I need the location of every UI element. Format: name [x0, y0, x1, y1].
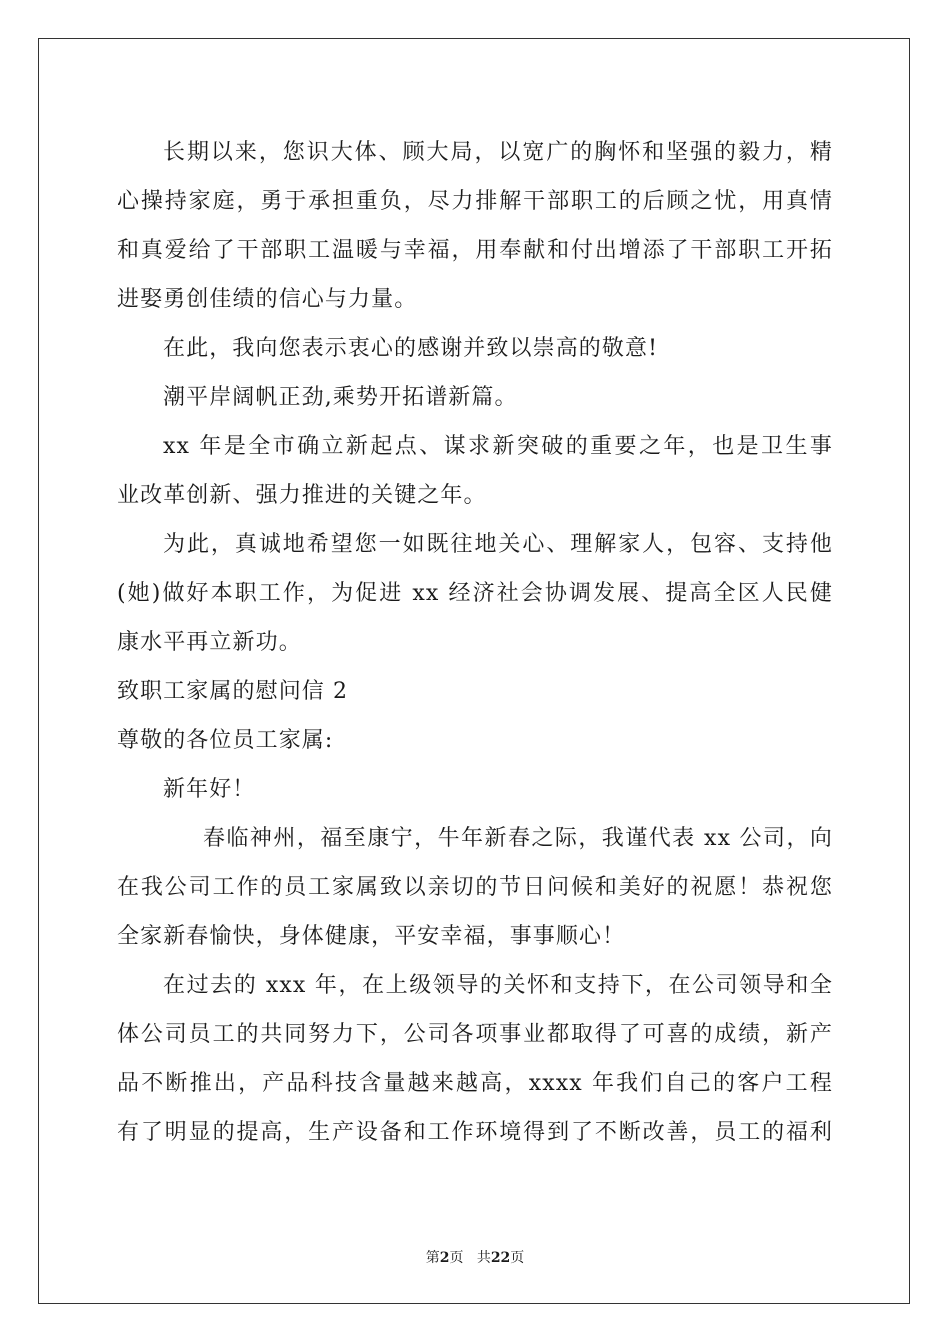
paragraph-line: 体公司员工的共同努力下，公司各项事业都取得了可喜的成绩，新产: [117, 1022, 833, 1047]
paragraph-line: (她)做好本职工作，为促进 xx 经济社会协调发展、提高全区人民健: [117, 581, 833, 606]
paragraph-line: 为此，真诚地希望您一如既往地关心、理解家人，包容、支持他: [163, 532, 833, 557]
footer-total-unit: 页: [510, 1250, 525, 1266]
paragraph-line: 进娶勇创佳绩的信心与力量。: [117, 287, 418, 312]
paragraph-line: 潮平岸阔帆正劲,乘势开拓谱新篇。: [163, 385, 518, 410]
greeting: 新年好！: [163, 777, 256, 802]
total-pages-number: 22: [490, 1250, 511, 1266]
section-title: 致职工家属的慰问信 2: [117, 679, 349, 704]
paragraph-line: 在此，我向您表示衷心的感谢并致以崇高的敬意!: [163, 336, 659, 361]
paragraph-line: 心操持家庭，勇于承担重负，尽力排解干部职工的后顾之忧，用真情: [117, 189, 833, 214]
paragraph-line: 长期以来，您识大体、顾大局，以宽广的胸怀和坚强的毅力，精: [163, 140, 833, 165]
document-body: [117, 128, 833, 1157]
paragraph-line: 有了明显的提高，生产设备和工作环境得到了不断改善，员工的福利: [117, 1120, 833, 1145]
current-page-number: 2: [439, 1250, 450, 1266]
paragraph-line: 全家新春愉快，身体健康，平安幸福，事事顺心！: [117, 924, 626, 949]
footer-total-prefix: 共: [476, 1250, 491, 1266]
paragraph-line: 春临神州，福至康宁，牛年新春之际，我谨代表 xx 公司，向: [203, 826, 833, 851]
paragraph-line: 业改革创新、强力推进的关键之年。: [117, 483, 487, 508]
paragraph-line: 在过去的 xxx 年，在上级领导的关怀和支持下，在公司领导和全: [163, 973, 833, 998]
footer-prefix: 第: [425, 1250, 440, 1266]
footer-page-unit: 页: [449, 1250, 464, 1266]
paragraph-line: 康水平再立新功。: [117, 630, 302, 655]
paragraph-line: 在我公司工作的员工家属致以亲切的节日问候和美好的祝愿！恭祝您: [117, 875, 833, 900]
page-footer: [0, 1247, 950, 1267]
paragraph-line: xx 年是全市确立新起点、谋求新突破的重要之年，也是卫生事: [163, 434, 833, 459]
paragraph-line: 品不断推出，产品科技含量越来越高，xxxx 年我们自己的客户工程: [117, 1071, 833, 1096]
paragraph-line: 和真爱给了干部职工温暖与幸福，用奉献和付出增添了干部职工开拓: [117, 238, 833, 263]
salutation: 尊敬的各位员工家属:: [117, 728, 334, 753]
